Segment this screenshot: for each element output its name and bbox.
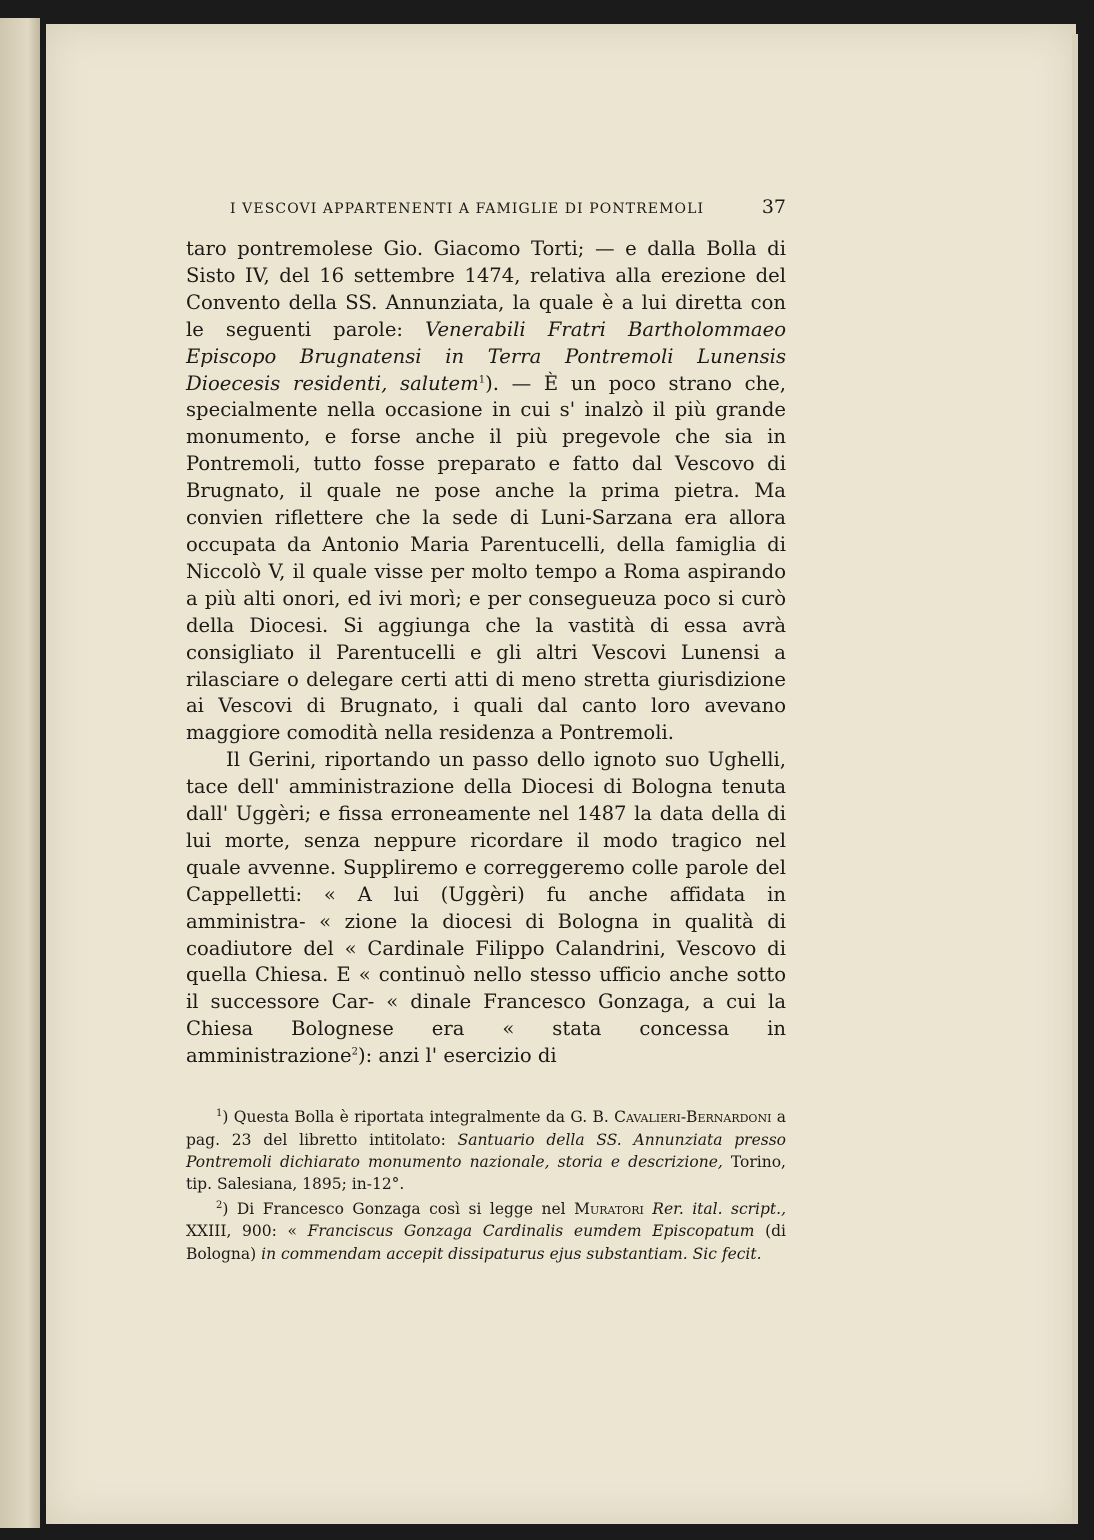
paragraph-2-text-b: ): anzi l' esercizio di <box>357 1044 557 1068</box>
footnotes <box>186 1106 786 1265</box>
footnote-2-text-c: (di Bologna) <box>186 1222 787 1263</box>
page-content <box>186 196 786 1267</box>
footnote-2-quote-b: in commendam accepit dissipaturus ejus substantiam. Sic fecit. <box>261 1244 762 1263</box>
body-text <box>186 236 786 1070</box>
paragraph-2 <box>186 747 786 1070</box>
footnote-1-book-title: Santuario della SS. Annunziata presso Pontremoli dichiarato monumento nazionale, storia e descrizione, <box>186 1130 786 1171</box>
footnote-1 <box>186 1106 786 1196</box>
footnote-ref-2: 2 <box>351 1046 358 1058</box>
running-head-title: I VESCOVI APPARTENENTI A FAMIGLIE DI PONTREMOLI <box>230 201 705 217</box>
footnote-2-marker: 2 <box>216 1199 223 1211</box>
running-head <box>186 196 786 236</box>
paragraph-2-text-a: Il Gerini, riportando un passo dello ignoto suo Ughelli, tace dell' amministrazione della Diocesi di Bologna tenuta dall' Uggèri; e fissa erroneamente nel 1487 la data della di lui morte, senza neppure ricordare il modo tragico nel quale avvenne. Suppliremo e correggeremo colle parole del Cappelletti: « A lui (Uggèri) fu anche affidata in amministra- « zione la diocesi di Bologna in qualità di coadiutore del « Cardinale Filippo Calandrini, Vescovo di quella Chiesa. E « continuò nello stesso ufficio anche sotto il successore Car- « dinale Francesco Gonzaga, a cui la Chiesa Bolognese era « stata concessa in amministrazione <box>186 748 786 1068</box>
page-number: 37 <box>761 196 786 218</box>
paragraph-1 <box>186 236 786 747</box>
footnote-1-text-a: ) Questa Bolla è riportata integralmente da G. B. <box>222 1108 615 1127</box>
paragraph-1-text-b: ). — È un poco strano che, specialmente nella occasione in cui s' inalzò il più grande monumento, e forse anche il più pregevole che sia in Pontremoli, tutto fosse preparato e fatto dal Vescovo di Brugnato, il quale ne pose anche la prima pietra. Ma convien riflettere che la sede di Luni-Sarzana era allora occupata da Antonio Maria Parentucelli, della famiglia di Niccolò V, il quale visse per molto tempo a Roma aspirando a più alti onori, ed ivi morì; e per consegueuza poco si curò della Diocesi. Si aggiunga che la vastità di essa avrà consigliato il Parentucelli e gli altri Vescovi Lunensi a rilasciare o delegare certi atti di meno stretta giurisdizione ai Vescovi di Brugnato, i quali dal canto loro avevano maggiore comodità nella residenza a Pontremoli. <box>186 371 787 745</box>
footnote-2-quote-a: Franciscus Gonzaga Cardinalis eumdem Episcopatum <box>307 1222 755 1241</box>
footnote-2-work-title: Rer. ital. script., <box>643 1199 787 1218</box>
paragraph-1-latin-quote: Venerabili Fratri Bartholommaeo Episcopo Brugnatensi in Terra Pontremoli Lunensis Dioecesis residenti, salutem <box>186 317 786 395</box>
footnote-ref-1: 1 <box>478 374 486 385</box>
facing-page-edge <box>0 18 40 1528</box>
footnote-2-text-b: XXIII, 900: « <box>186 1222 308 1241</box>
footnote-1-author: Cavalieri-Bernardoni <box>614 1108 772 1127</box>
page-right-edge <box>1072 34 1078 1524</box>
footnote-1-marker: 1 <box>216 1107 223 1119</box>
footnote-2-author: Muratori <box>574 1199 644 1218</box>
footnote-1-text-b: a pag. 23 del libretto intitolato: <box>186 1108 786 1149</box>
paragraph-1-text-a: taro pontremolese Gio. Giacomo Torti; — e dalla Bolla di Sisto IV, del 16 settembre 1474, relativa alla erezione del Convento della SS. Annunziata, la quale è a lui diretta con le seguenti parole: <box>186 237 786 341</box>
footnote-1-text-c: Torino, tip. Salesiana, 1895; in-12°. <box>186 1152 786 1194</box>
footnote-2 <box>186 1198 786 1265</box>
footnote-2-text-a: ) Di Francesco Gonzaga così si legge nel <box>222 1199 575 1218</box>
